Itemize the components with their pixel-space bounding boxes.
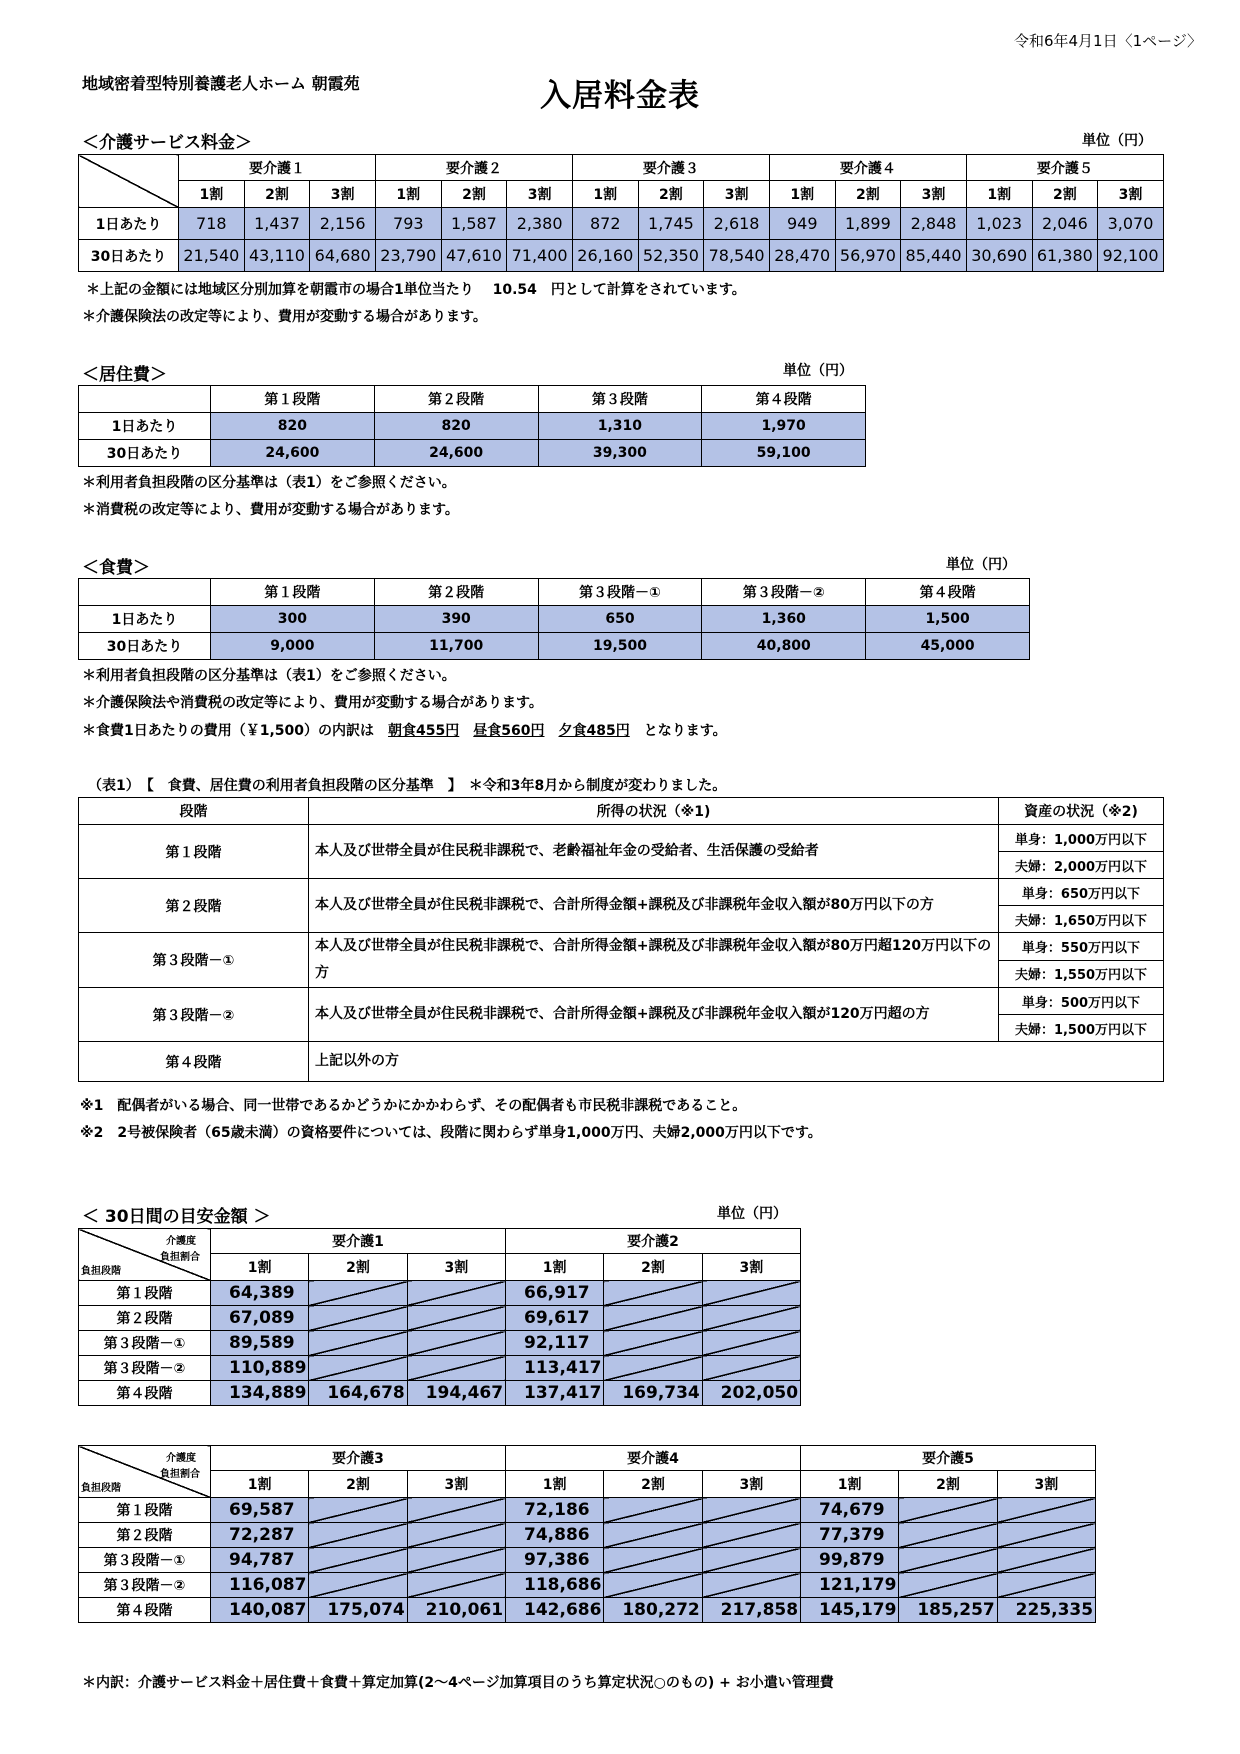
estimate-cell: 64,389 [211,1281,309,1306]
estimate-heading: ＜ 30日間の目安金額 ＞ [82,1207,271,1227]
food-note-1: ＊利用者負担段階の区分基準は（表1）をご参照ください。 [82,668,456,684]
fee-cell: 3,070 [1098,208,1164,240]
t1-note-2: ※2 2号被保険者（65歳未満）の資格要件については、段階に関わらず単身1,000万円、夫婦2,000万円以下です。 [80,1125,822,1141]
estimate-cell: 69,617 [506,1306,604,1331]
stage-header: 第１段階 [211,579,375,606]
not-applicable-cell [604,1523,702,1548]
care-fee-table [78,154,1164,272]
fee-cell: 56,970 [835,240,901,272]
ratio-header: 1割 [801,1471,899,1498]
estimate-group-header: 要介護1 [211,1229,506,1254]
estimate-note: ＊内訳：介護サービス料金＋居住費＋食費＋算定加算(2～4ページ加算項目のうち算定状況○のもの) + お小遣い管理費 [82,1675,834,1691]
not-applicable-cell [997,1548,1095,1573]
estimate-cell: 89,589 [211,1331,309,1356]
asset-single: 単身：1,000万円以下 [999,825,1164,852]
fee-cell: 1,587 [441,208,507,240]
fee-cell: 820 [374,413,538,440]
fee-cell: 1,023 [966,208,1032,240]
not-applicable-cell [899,1548,997,1573]
fee-cell: 78,540 [704,240,770,272]
not-applicable-cell [407,1331,505,1356]
stage-header: 第３段階－① [538,579,702,606]
ratio-header: 2割 [899,1471,997,1498]
estimate-group-header: 要介護4 [506,1446,801,1471]
not-applicable-cell [604,1356,702,1381]
fee-cell: 39,300 [538,440,702,467]
page-title: 入居料金表 [540,78,700,114]
care-group-header: 要介護１ [179,155,376,181]
ratio-header: 2割 [244,181,310,208]
fee-cell: 43,110 [244,240,310,272]
housing-unit: 単位（円） [783,363,853,379]
estimate-cell: 67,089 [211,1306,309,1331]
fee-cell: 30,690 [966,240,1032,272]
estimate-group-header: 要介護2 [506,1229,801,1254]
fee-cell: 24,600 [211,440,375,467]
estimate-table-a [78,1228,801,1406]
fee-cell: 718 [179,208,245,240]
not-applicable-cell [407,1498,505,1523]
estimate-cell: 110,889 [211,1356,309,1381]
t1-note-1: ※1 配偶者がいる場合、同一世帯であるかどうかにかかわらず、その配偶者も市民税非課税であること。 [80,1098,747,1114]
estimate-cell: 74,679 [801,1498,899,1523]
ratio-header: 2割 [604,1254,702,1281]
stage-label: 第２段階 [79,1306,211,1331]
income-condition: 本人及び世帯全員が住民税非課税で、合計所得金額+課税及び非課税年金収入額が80万円超120万円以下の方 [309,933,999,988]
care-note-2: ＊介護保険法の改定等により、費用が変動する場合があります。 [82,309,487,325]
stage-label: 第３段階－① [79,1548,211,1573]
corner-label-stage: 負担段階 [81,1483,121,1494]
table-corner [79,155,179,208]
fee-cell: 71,400 [507,240,573,272]
estimate-cell: 66,917 [506,1281,604,1306]
estimate-cell: 72,186 [506,1498,604,1523]
income-condition: 本人及び世帯全員が住民税非課税で、合計所得金額+課税及び非課税年金収入額が80万円以下の方 [309,879,999,933]
housing-note-1: ＊利用者負担段階の区分基準は（表1）をご参照ください。 [82,475,456,491]
corner-label-ratio: 負担割合 [160,1252,200,1263]
ratio-header: 2割 [604,1471,702,1498]
food-note-2: ＊介護保険法や消費税の改定等により、費用が変動する場合があります。 [82,695,543,711]
ratio-header: 3割 [407,1471,505,1498]
not-applicable-cell [702,1306,800,1331]
estimate-group-header: 要介護3 [211,1446,506,1471]
care-heading: ＜介護サービス料金＞ [82,133,252,153]
not-applicable-cell [407,1306,505,1331]
not-applicable-cell [899,1498,997,1523]
not-applicable-cell [997,1498,1095,1523]
not-applicable-cell [309,1523,407,1548]
stage-label: 第３段階－② [79,988,309,1042]
not-applicable-cell [604,1306,702,1331]
fee-cell: 2,380 [507,208,573,240]
row-label: 30日あたり [79,440,211,467]
estimate-cell: 77,379 [801,1523,899,1548]
fee-cell: 9,000 [211,633,375,660]
housing-heading: ＜居住費＞ [82,365,167,385]
asset-single: 単身：650万円以下 [999,879,1164,906]
ratio-header: 1割 [179,181,245,208]
estimate-cell: 217,858 [702,1598,800,1623]
estimate-corner [79,1446,211,1498]
housing-fee-table [78,385,866,467]
estimate-cell: 74,886 [506,1523,604,1548]
stage-label: 第３段階－① [79,933,309,988]
fee-cell: 1,970 [702,413,866,440]
stage-label: 第１段階 [79,1281,211,1306]
estimate-cell: 185,257 [899,1598,997,1623]
stage-label: 第３段階－① [79,1331,211,1356]
not-applicable-cell [702,1548,800,1573]
estimate-cell: 169,734 [604,1381,702,1406]
not-applicable-cell [309,1498,407,1523]
estimate-cell: 94,787 [211,1548,309,1573]
corner-label-care: 介護度 [166,1236,196,1247]
food-lunch: 昼食560円 [473,723,545,739]
t1-header-asset: 資産の状況（※2) [999,798,1164,825]
fee-cell: 40,800 [702,633,866,660]
fee-cell: 2,156 [310,208,376,240]
not-applicable-cell [604,1331,702,1356]
food-dinner: 夕食485円 [558,723,630,739]
housing-note-2: ＊消費税の改定等により、費用が変動する場合があります。 [82,502,459,518]
fee-cell: 1,500 [866,606,1030,633]
stage-label: 第１段階 [79,1498,211,1523]
issue-date: 令和6年4月1日〈1ページ〉 [1013,32,1202,50]
stage-header: 第２段階 [374,386,538,413]
stage-label: 第１段階 [79,825,309,879]
estimate-cell: 72,287 [211,1523,309,1548]
estimate-cell: 137,417 [506,1381,604,1406]
row-label: 30日あたり [79,240,179,272]
ratio-header: 3割 [1098,181,1164,208]
fee-cell: 820 [211,413,375,440]
stage-label: 第４段階 [79,1042,309,1082]
fee-cell: 45,000 [866,633,1030,660]
row-label: 1日あたり [79,413,211,440]
stage-header: 第４段階 [866,579,1030,606]
stage-label: 第４段階 [79,1381,211,1406]
income-condition: 本人及び世帯全員が住民税非課税で、老齢福祉年金の受給者、生活保護の受給者 [309,825,999,879]
ratio-header: 3割 [997,1471,1095,1498]
ratio-header: 1割 [769,181,835,208]
estimate-cell: 175,074 [309,1598,407,1623]
estimate-corner [79,1229,211,1281]
ratio-header: 1割 [572,181,638,208]
not-applicable-cell [309,1281,407,1306]
fee-cell: 11,700 [374,633,538,660]
not-applicable-cell [702,1498,800,1523]
asset-couple: 夫婦：1,550万円以下 [999,960,1164,988]
corner-label-ratio: 負担割合 [160,1469,200,1480]
fee-cell: 92,100 [1098,240,1164,272]
facility-name: 地域密着型特別養護老人ホーム 朝霞苑 [82,74,360,93]
estimate-cell: 134,889 [211,1381,309,1406]
ratio-header: 2割 [309,1471,407,1498]
estimate-cell: 225,335 [997,1598,1095,1623]
fee-cell: 52,350 [638,240,704,272]
ratio-header: 3割 [704,181,770,208]
t1-header-income: 所得の状況（※1) [309,798,999,825]
not-applicable-cell [702,1356,800,1381]
not-applicable-cell [309,1356,407,1381]
not-applicable-cell [604,1281,702,1306]
food-breakdown-prefix: ＊食費1日あたりの費用（￥1,500）の内訳は [82,723,389,739]
fee-cell: 793 [375,208,441,240]
fee-cell: 872 [572,208,638,240]
estimate-cell: 140,087 [211,1598,309,1623]
estimate-cell: 92,117 [506,1331,604,1356]
fee-cell: 949 [769,208,835,240]
stage-header: 第１段階 [211,386,375,413]
ratio-header: 1割 [966,181,1032,208]
care-group-header: 要介護３ [572,155,769,181]
not-applicable-cell [604,1573,702,1598]
ratio-header: 1割 [211,1254,309,1281]
estimate-cell: 142,686 [506,1598,604,1623]
not-applicable-cell [309,1306,407,1331]
fee-cell: 61,380 [1032,240,1098,272]
asset-single: 単身：550万円以下 [999,933,1164,961]
not-applicable-cell [899,1523,997,1548]
care-unit: 単位（円） [1082,133,1152,149]
estimate-cell: 97,386 [506,1548,604,1573]
food-breakdown-suffix: となります。 [629,723,727,739]
estimate-cell: 194,467 [407,1381,505,1406]
estimate-cell: 116,087 [211,1573,309,1598]
estimate-cell: 99,879 [801,1548,899,1573]
estimate-table-b [78,1445,1096,1623]
fee-cell: 1,899 [835,208,901,240]
ratio-header: 3割 [507,181,573,208]
not-applicable-cell [899,1573,997,1598]
fee-cell: 19,500 [538,633,702,660]
ratio-header: 1割 [506,1471,604,1498]
row-label: 1日あたり [79,208,179,240]
not-applicable-cell [407,1523,505,1548]
income-condition: 本人及び世帯全員が住民税非課税で、合計所得金額+課税及び非課税年金収入額が120万円超の方 [309,988,999,1042]
food-breakfast: 朝食455円 [388,723,460,739]
estimate-cell: 164,678 [309,1381,407,1406]
ratio-header: 3割 [310,181,376,208]
not-applicable-cell [309,1548,407,1573]
fee-cell: 28,470 [769,240,835,272]
fee-cell: 21,540 [179,240,245,272]
ratio-header: 2割 [1032,181,1098,208]
fee-cell: 1,437 [244,208,310,240]
ratio-header: 2割 [638,181,704,208]
estimate-cell: 210,061 [407,1598,505,1623]
fee-cell: 26,160 [572,240,638,272]
ratio-header: 3割 [702,1471,800,1498]
estimate-group-header: 要介護5 [801,1446,1096,1471]
corner-label-care: 介護度 [166,1453,196,1464]
asset-couple: 夫婦：1,500万円以下 [999,1015,1164,1042]
stage-header: 第３段階 [538,386,702,413]
ratio-header: 2割 [835,181,901,208]
not-applicable-cell [997,1573,1095,1598]
estimate-cell: 113,417 [506,1356,604,1381]
not-applicable-cell [407,1573,505,1598]
ratio-header: 3割 [702,1254,800,1281]
stage-label: 第４段階 [79,1598,211,1623]
not-applicable-cell [997,1523,1095,1548]
not-applicable-cell [702,1281,800,1306]
stage-header: 第４段階 [702,386,866,413]
not-applicable-cell [407,1356,505,1381]
not-applicable-cell [702,1523,800,1548]
ratio-header: 2割 [309,1254,407,1281]
food-fee-table [78,578,1030,660]
fee-cell: 24,600 [374,440,538,467]
not-applicable-cell [407,1548,505,1573]
estimate-cell: 69,587 [211,1498,309,1523]
not-applicable-cell [309,1573,407,1598]
asset-couple: 夫婦：1,650万円以下 [999,906,1164,933]
not-applicable-cell [702,1331,800,1356]
asset-couple: 夫婦：2,000万円以下 [999,852,1164,879]
estimate-cell: 145,179 [801,1598,899,1623]
care-group-header: 要介護２ [375,155,572,181]
stage-header: 第２段階 [374,579,538,606]
row-label: 1日あたり [79,606,211,633]
not-applicable-cell [702,1573,800,1598]
fee-cell: 64,680 [310,240,376,272]
ratio-header: 1割 [211,1471,309,1498]
fee-cell: 47,610 [441,240,507,272]
fee-cell: 1,310 [538,413,702,440]
food-heading: ＜食費＞ [82,558,150,578]
not-applicable-cell [604,1548,702,1573]
stage-header: 第３段階－② [702,579,866,606]
food-unit: 単位（円） [946,557,1016,573]
stage-criteria-table [78,797,1164,1082]
fee-cell: 1,745 [638,208,704,240]
estimate-cell: 180,272 [604,1598,702,1623]
not-applicable-cell [309,1331,407,1356]
fee-cell: 300 [211,606,375,633]
not-applicable-cell [407,1281,505,1306]
estimate-cell: 118,686 [506,1573,604,1598]
t1-caption: （表1） 【 食費、居住費の利用者負担段階の区分基準 】 ＊令和3年8月から制度が変わりました。 [88,778,727,794]
fee-cell: 650 [538,606,702,633]
ratio-header: 1割 [506,1254,604,1281]
t1-header-stage: 段階 [79,798,309,825]
care-group-header: 要介護５ [966,155,1163,181]
stage-label: 第３段階－② [79,1573,211,1598]
estimate-unit: 単位（円） [717,1206,787,1222]
fee-cell: 23,790 [375,240,441,272]
fee-cell: 1,360 [702,606,866,633]
stage-label: 第３段階－② [79,1356,211,1381]
ratio-header: 3割 [407,1254,505,1281]
fee-cell: 59,100 [702,440,866,467]
care-note-1: ＊上記の金額には地域区分別加算を朝霞市の場合1単位当たり 10.54 円として計算をされています。 [86,282,746,298]
blank-header [79,579,211,606]
income-condition: 上記以外の方 [309,1042,1164,1082]
care-group-header: 要介護４ [769,155,966,181]
ratio-header: 2割 [441,181,507,208]
row-label: 30日あたり [79,633,211,660]
estimate-cell: 121,179 [801,1573,899,1598]
fee-cell: 85,440 [901,240,967,272]
asset-single: 単身：500万円以下 [999,988,1164,1015]
corner-label-stage: 負担段階 [81,1266,121,1277]
fee-cell: 390 [374,606,538,633]
fee-cell: 2,618 [704,208,770,240]
estimate-cell: 202,050 [702,1381,800,1406]
not-applicable-cell [604,1498,702,1523]
ratio-header: 3割 [901,181,967,208]
stage-label: 第２段階 [79,1523,211,1548]
stage-label: 第２段階 [79,879,309,933]
ratio-header: 1割 [375,181,441,208]
food-note-3 [82,720,727,740]
fee-cell: 2,046 [1032,208,1098,240]
blank-header [79,386,211,413]
fee-cell: 2,848 [901,208,967,240]
